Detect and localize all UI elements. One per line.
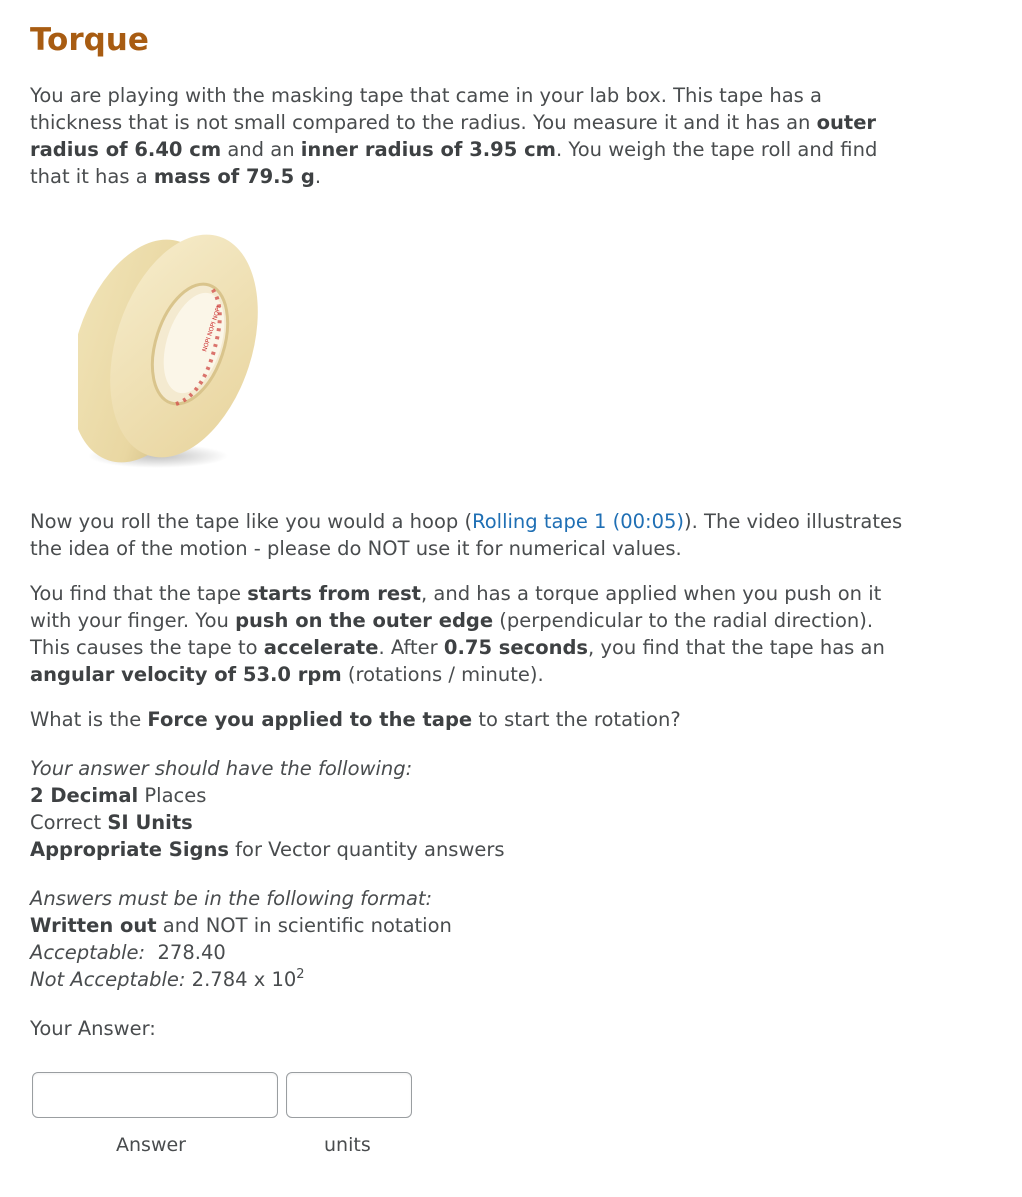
- requirement-decimal: 2 Decimal Places: [30, 784, 207, 807]
- tape-print-text: NOPI NOPI NOPI: [201, 305, 223, 353]
- masking-tape-image: [78, 224, 278, 474]
- format-heading: Answers must be in the following format:: [30, 887, 433, 910]
- page-title: Torque: [30, 22, 149, 58]
- units-caption: units: [324, 1134, 371, 1156]
- tape-roll-illustration: [78, 224, 278, 474]
- your-answer-label: Your Answer:: [30, 1017, 156, 1040]
- answer-fields: [30, 1072, 992, 1162]
- answer-caption: Answer: [116, 1134, 186, 1156]
- requirements-heading: Your answer should have the following:: [30, 757, 413, 780]
- question-text: What is the Force you applied to the tape to start the rotation?: [30, 708, 681, 731]
- answer-input[interactable]: [32, 1072, 278, 1118]
- units-input[interactable]: [286, 1072, 412, 1118]
- requirement-signs: Appropriate Signs for Vector quantity answers: [30, 838, 505, 861]
- push-paragraph: You find that the tape starts from rest, and has a torque applied when you push on it with your finger. You push on the outer edge (perpendicular to the radial direction). This causes the tape to accelerate. After 0.75 seconds, you find that the tape has an angular velocity of 53.0 rpm (rotations / minute).: [30, 582, 885, 686]
- format-not-acceptable: Not Acceptable: 2.784 x $10^2$: [30, 967, 305, 991]
- motion-paragraph: Now you roll the tape like you would a hoop (Rolling tape 1 (00:05)). The video illustrates the idea of the motion - please do NOT use it for numerical values.: [30, 510, 903, 560]
- format-written-out: Written out and NOT in scientific notation: [30, 914, 452, 937]
- format-acceptable: Acceptable: 278.40: [30, 941, 226, 964]
- requirement-units: Correct SI Units: [30, 811, 193, 834]
- answer-requirements: [30, 755, 992, 863]
- intro-paragraph: You are playing with the masking tape that came in your lab box. This tape has a thickness that is not small compared to the radius. You measure it and it has an outer radius of 6.40 cm and an inner radius of 3.95 cm. You weigh the tape roll and find that it has a mass of 79.5 g.: [30, 84, 878, 188]
- video-link[interactable]: Rolling tape 1 (00:05): [472, 510, 685, 533]
- answer-format: [30, 885, 992, 993]
